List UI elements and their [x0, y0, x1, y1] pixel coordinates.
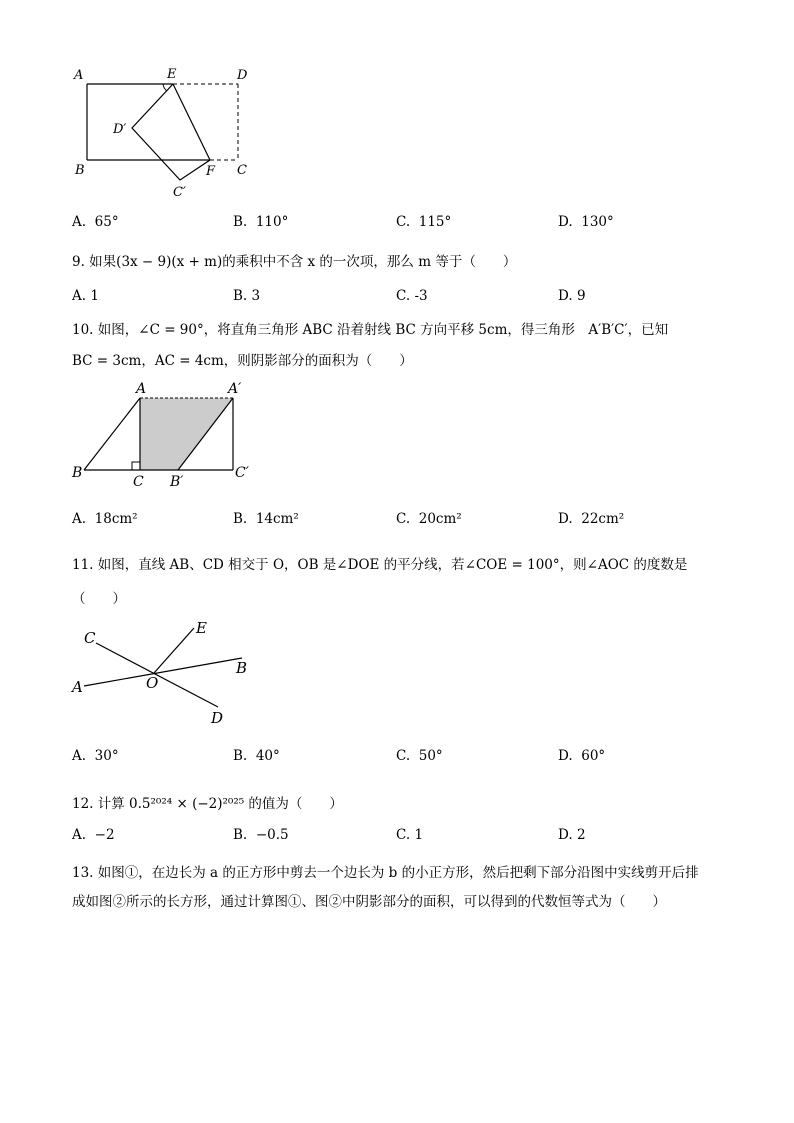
q8-label-A: A: [74, 68, 84, 83]
q11-label-D: D: [211, 709, 224, 727]
q10-stem-line1: 10. 如图，∠C = 90°，将直角三角形 ABC 沿着射线 BC 方向平移 5cm，得三角形 A′B′C′，已知: [72, 322, 669, 338]
q12-option-d[interactable]: D. 2: [558, 827, 586, 843]
q10-label-C: C: [133, 474, 144, 490]
q8-label-E: E: [167, 67, 177, 82]
q8-option-a[interactable]: A. 65°: [72, 214, 119, 230]
q9-option-a[interactable]: A. 1: [72, 288, 99, 304]
q11-stem-line1: 11. 如图，直线 AB、CD 相交于 O，OB 是∠DOE 的平分线，若∠COE = 100°，则∠AOC 的度数是: [72, 557, 688, 573]
q10-stem-line2: BC = 3cm，AC = 4cm，则阴影部分的面积为（ ）: [72, 353, 413, 369]
q10-option-d[interactable]: D. 22cm²: [558, 511, 625, 527]
q8-label-C: C: [237, 163, 247, 178]
q11-option-b[interactable]: B. 40°: [233, 748, 280, 764]
q10-option-c[interactable]: C. 20cm²: [396, 511, 462, 527]
q10-label-Aprime: A′: [228, 381, 242, 397]
q8-label-B: B: [75, 163, 85, 178]
q8-option-b[interactable]: B. 110°: [233, 214, 289, 230]
q10-label-Cprime: C′: [235, 465, 249, 481]
q11-label-A: A: [72, 678, 83, 696]
q9-option-c[interactable]: C. -3: [396, 288, 428, 304]
q12-option-b[interactable]: B. −0.5: [233, 827, 289, 843]
q8-option-d[interactable]: D. 130°: [558, 214, 614, 230]
q11-option-d[interactable]: D. 60°: [558, 748, 606, 764]
q9-stem: 9. 如果(3x − 9)(x + m)的乘积中不含 x 的一次项，那么 m 等于（ ）: [72, 254, 517, 270]
q11-label-O: O: [146, 674, 159, 692]
q11-label-E: E: [196, 619, 207, 637]
q8-label-Cprime: C′: [173, 185, 186, 200]
q11-option-c[interactable]: C. 50°: [396, 748, 443, 764]
q10-figure: [66, 378, 266, 490]
q10-option-b[interactable]: B. 14cm²: [233, 511, 299, 527]
q10-label-B: B: [72, 465, 83, 481]
q12-option-a[interactable]: A. −2: [72, 827, 115, 843]
q10-label-Bprime: B′: [170, 474, 184, 490]
q8-figure: [70, 62, 260, 202]
q12-option-c[interactable]: C. 1: [396, 827, 424, 843]
q8-label-Dprime: D′: [113, 122, 127, 137]
q11-stem-line2: （ ）: [72, 591, 126, 607]
q8-label-F: F: [206, 164, 216, 179]
q9-option-d[interactable]: D. 9: [558, 288, 586, 304]
q11-figure: [66, 616, 266, 728]
q8-option-c[interactable]: C. 115°: [396, 214, 452, 230]
q11-option-a[interactable]: A. 30°: [72, 748, 119, 764]
q10-label-A: A: [136, 381, 147, 397]
q12-stem: 12. 计算 0.5²⁰²⁴ × (−2)²⁰²⁵ 的值为（ ）: [72, 796, 343, 812]
q8-label-D: D: [237, 68, 248, 83]
q10-option-a[interactable]: A. 18cm²: [72, 511, 138, 527]
q9-option-b[interactable]: B. 3: [233, 288, 261, 304]
q13-stem-line1: 13. 如图①，在边长为 a 的正方形中剪去一个边长为 b 的小正方形，然后把剩下部分沿图中实线剪开后排: [72, 865, 699, 881]
q11-label-C: C: [84, 629, 96, 647]
q11-label-B: B: [236, 659, 248, 677]
q13-stem-line2: 成如图②所示的长方形，通过计算图①、图②中阴影部分的面积，可以得到的代数恒等式为（ ）: [72, 894, 666, 910]
